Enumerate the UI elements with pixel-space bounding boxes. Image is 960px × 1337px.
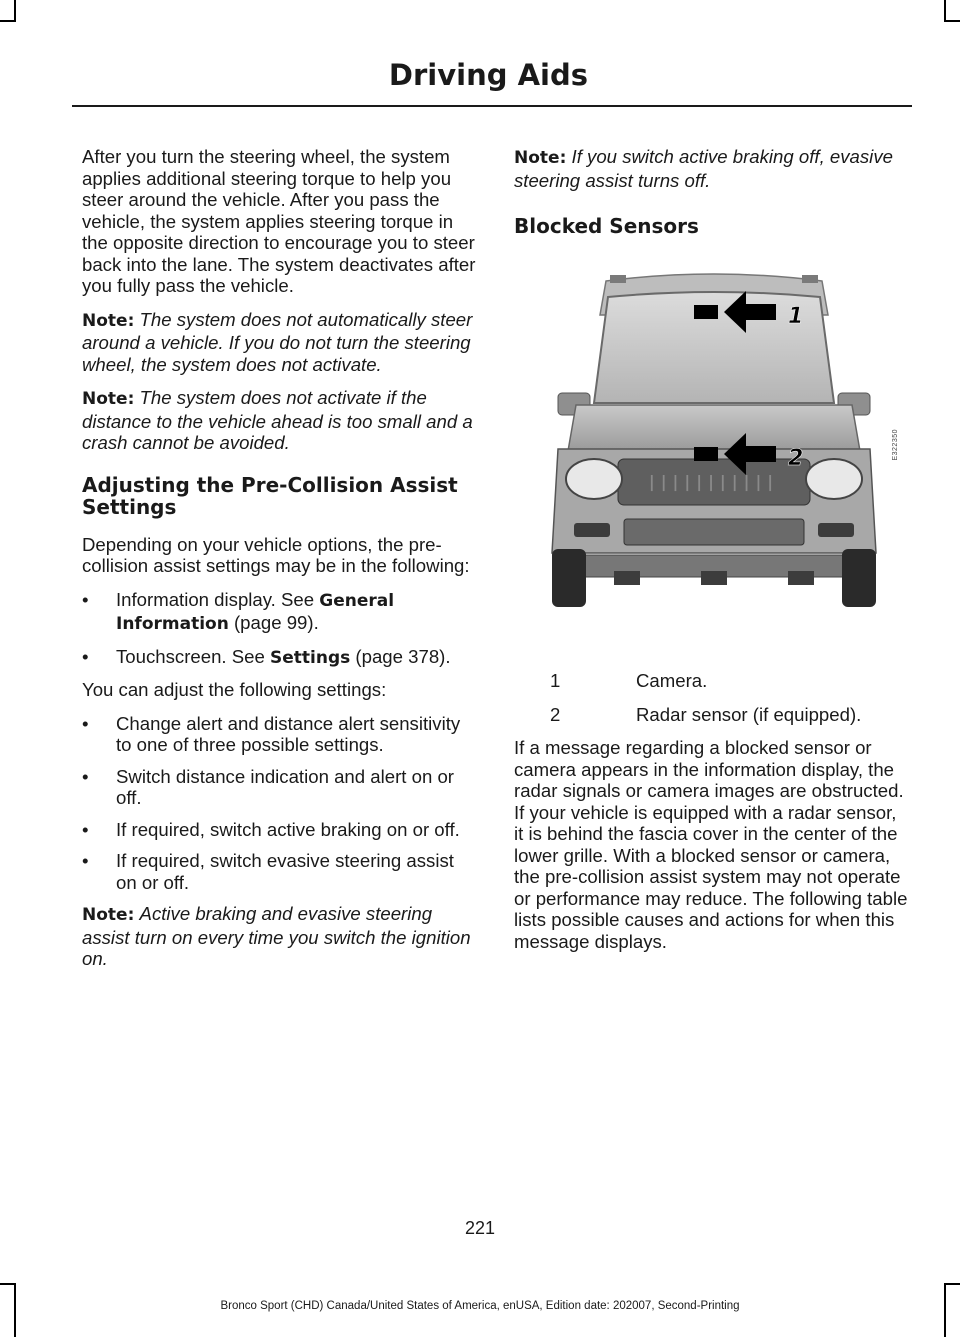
note-label: Note: xyxy=(82,389,135,409)
cross-reference-link[interactable]: General Information xyxy=(116,590,395,634)
cross-reference-link[interactable]: Settings xyxy=(270,647,351,668)
list-item xyxy=(82,589,477,636)
crop-mark xyxy=(14,0,16,22)
list-item xyxy=(82,819,477,841)
crop-mark xyxy=(944,0,946,22)
right-column xyxy=(514,146,910,964)
svg-text:|||||||||||: ||||||||||| xyxy=(648,472,780,491)
crop-mark xyxy=(944,20,960,22)
list-item-text: If required, switch evasive steering assist on or off. xyxy=(116,850,454,893)
note-label: Note: xyxy=(82,310,135,331)
crop-mark xyxy=(944,1283,960,1285)
legend-text: Camera. xyxy=(636,670,708,691)
bullet: • xyxy=(82,645,89,667)
note xyxy=(82,309,477,376)
section-heading: Blocked Sensors xyxy=(514,214,699,238)
list-item-text: Switch distance indication and alert on or off. xyxy=(116,765,454,808)
figure-id: E322350 xyxy=(891,429,899,461)
settings-list xyxy=(82,713,477,894)
note xyxy=(82,387,477,454)
crop-mark xyxy=(0,20,16,22)
header-divider xyxy=(72,105,912,107)
paragraph: Depending on your vehicle options, the pre-collision assist settings may be in the following: xyxy=(82,533,470,576)
legend-item xyxy=(514,704,910,726)
vehicle-sensor-figure xyxy=(514,253,910,628)
list-item-text: If required, switch active braking on or off. xyxy=(116,818,460,840)
legend-item xyxy=(514,670,910,692)
list-item-text: Information display. See xyxy=(116,588,320,610)
page-number: 221 xyxy=(464,1218,496,1238)
note-text: If you switch active braking off, evasive steering assist turns off. xyxy=(514,146,893,191)
callout-marker: 1 xyxy=(788,304,804,329)
legend-number: 2 xyxy=(550,703,561,725)
left-column xyxy=(82,146,477,982)
bullet: • xyxy=(82,765,89,787)
callout-marker: 2 xyxy=(788,446,804,471)
footer-text: Bronco Sport (CHD) Canada/United States of America, enUSA, Edition date: 202007, Second-Printing xyxy=(220,1300,740,1312)
note xyxy=(82,903,477,970)
location-list xyxy=(82,589,477,670)
vehicle-front-illustration xyxy=(514,253,910,628)
note-text: The system does not automatically steer around a vehicle. If you do not turn the steering wheel, the system does not activate. xyxy=(82,308,473,375)
list-item xyxy=(82,713,477,756)
list-item xyxy=(82,646,477,670)
bullet: • xyxy=(82,712,89,734)
page-title: Driving Aids xyxy=(388,58,588,92)
note-label: Note: xyxy=(82,905,135,925)
list-item xyxy=(82,850,477,893)
paragraph: After you turn the steering wheel, the system applies additional steering torque to help you steer around the vehicle. After you pass the vehicle, the system applies steering torque in the opposite direction to encourage you to steer back into the lane. The system deactivates after you fully pass the vehicle. xyxy=(82,146,476,296)
bullet: • xyxy=(82,818,89,840)
legend-text: Radar sensor (if equipped). xyxy=(636,703,862,725)
page-reference: (page 99). xyxy=(228,612,319,633)
bullet: • xyxy=(82,850,89,871)
figure-legend xyxy=(514,670,910,725)
list-item xyxy=(82,766,477,809)
note-text: Active braking and evasive steering assist turn on every time you switch the ignition on. xyxy=(82,903,471,969)
bullet: • xyxy=(82,588,89,610)
legend-number: 1 xyxy=(550,670,561,691)
note-label: Note: xyxy=(514,148,567,168)
note-text: The system does not activate if the distance to the vehicle ahead is too small and a crash cannot be avoided. xyxy=(82,387,473,453)
list-item-text: Change alert and distance alert sensitivity to one of three possible settings. xyxy=(116,712,461,755)
section-heading: Adjusting the Pre-Collision Assist Settings xyxy=(82,472,458,519)
paragraph: If a message regarding a blocked sensor or camera appears in the information display, the radar signals or camera images are obstructed. If your vehicle is equipped with a radar sensor, it is behind the fascia cover in the center of the lower grille. With a blocked sensor or camera, the pre-collision assist system may not operate or performance may reduce. The following table lists possible causes and actions for when this message displays. xyxy=(514,737,908,952)
page-reference: (page 378). xyxy=(350,645,451,667)
note xyxy=(514,146,910,191)
crop-mark xyxy=(0,1283,16,1285)
list-item-text: Touchscreen. See xyxy=(116,645,271,667)
paragraph: You can adjust the following settings: xyxy=(82,679,387,700)
